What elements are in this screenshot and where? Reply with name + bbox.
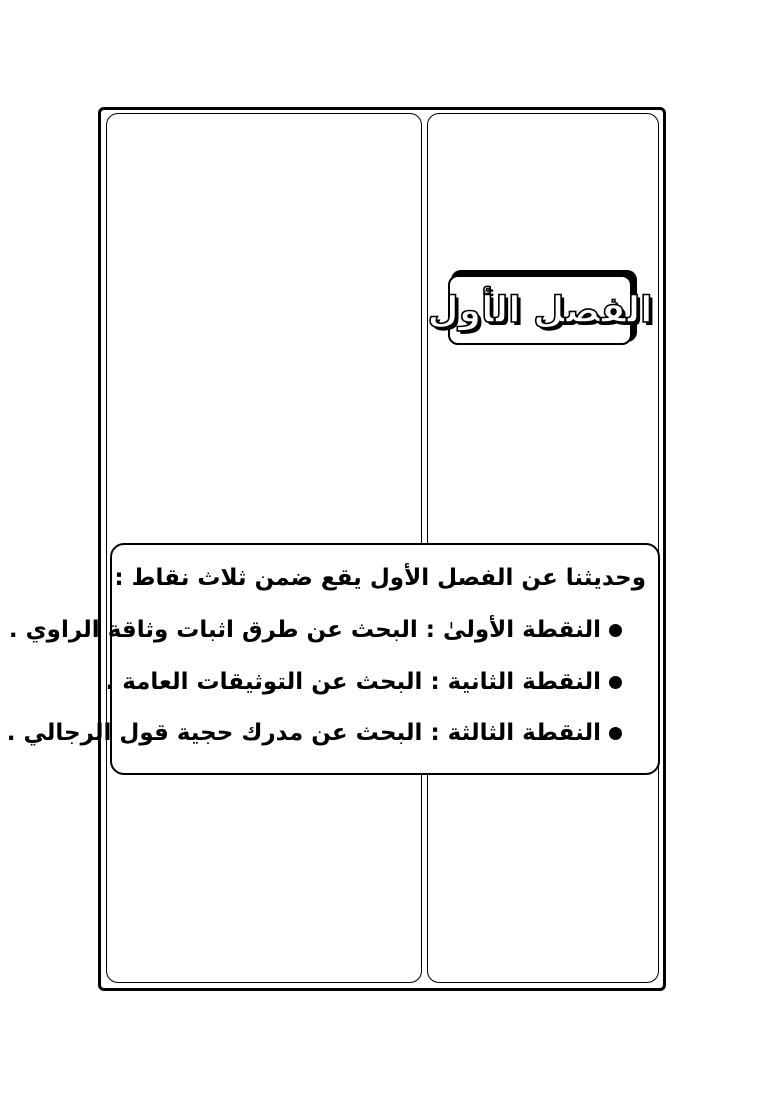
summary-point-text: النقطة الأولىٰ : البحث عن طرق اثبات وثاقة الراوي . [8, 617, 601, 643]
summary-point [9, 617, 622, 643]
summary-intro: وحديثنا عن الفصل الأول يقع ضمن ثلاث نقاط : [114, 565, 646, 591]
summary-point-text: النقطة الثالثة : البحث عن مدرك حجية قول الرجالي . [6, 720, 601, 746]
chapter-title: الفصل الأول [427, 289, 653, 331]
bullet-icon [609, 676, 622, 689]
bullet-icon [609, 624, 622, 637]
chapter-title-box [427, 275, 653, 345]
chapter-summary-box [6, 543, 660, 775]
bullet-icon [609, 727, 622, 740]
summary-point [105, 669, 622, 695]
summary-point [7, 720, 622, 746]
summary-point-text: النقطة الثانية : البحث عن التوثيقات العامة . [105, 669, 601, 695]
